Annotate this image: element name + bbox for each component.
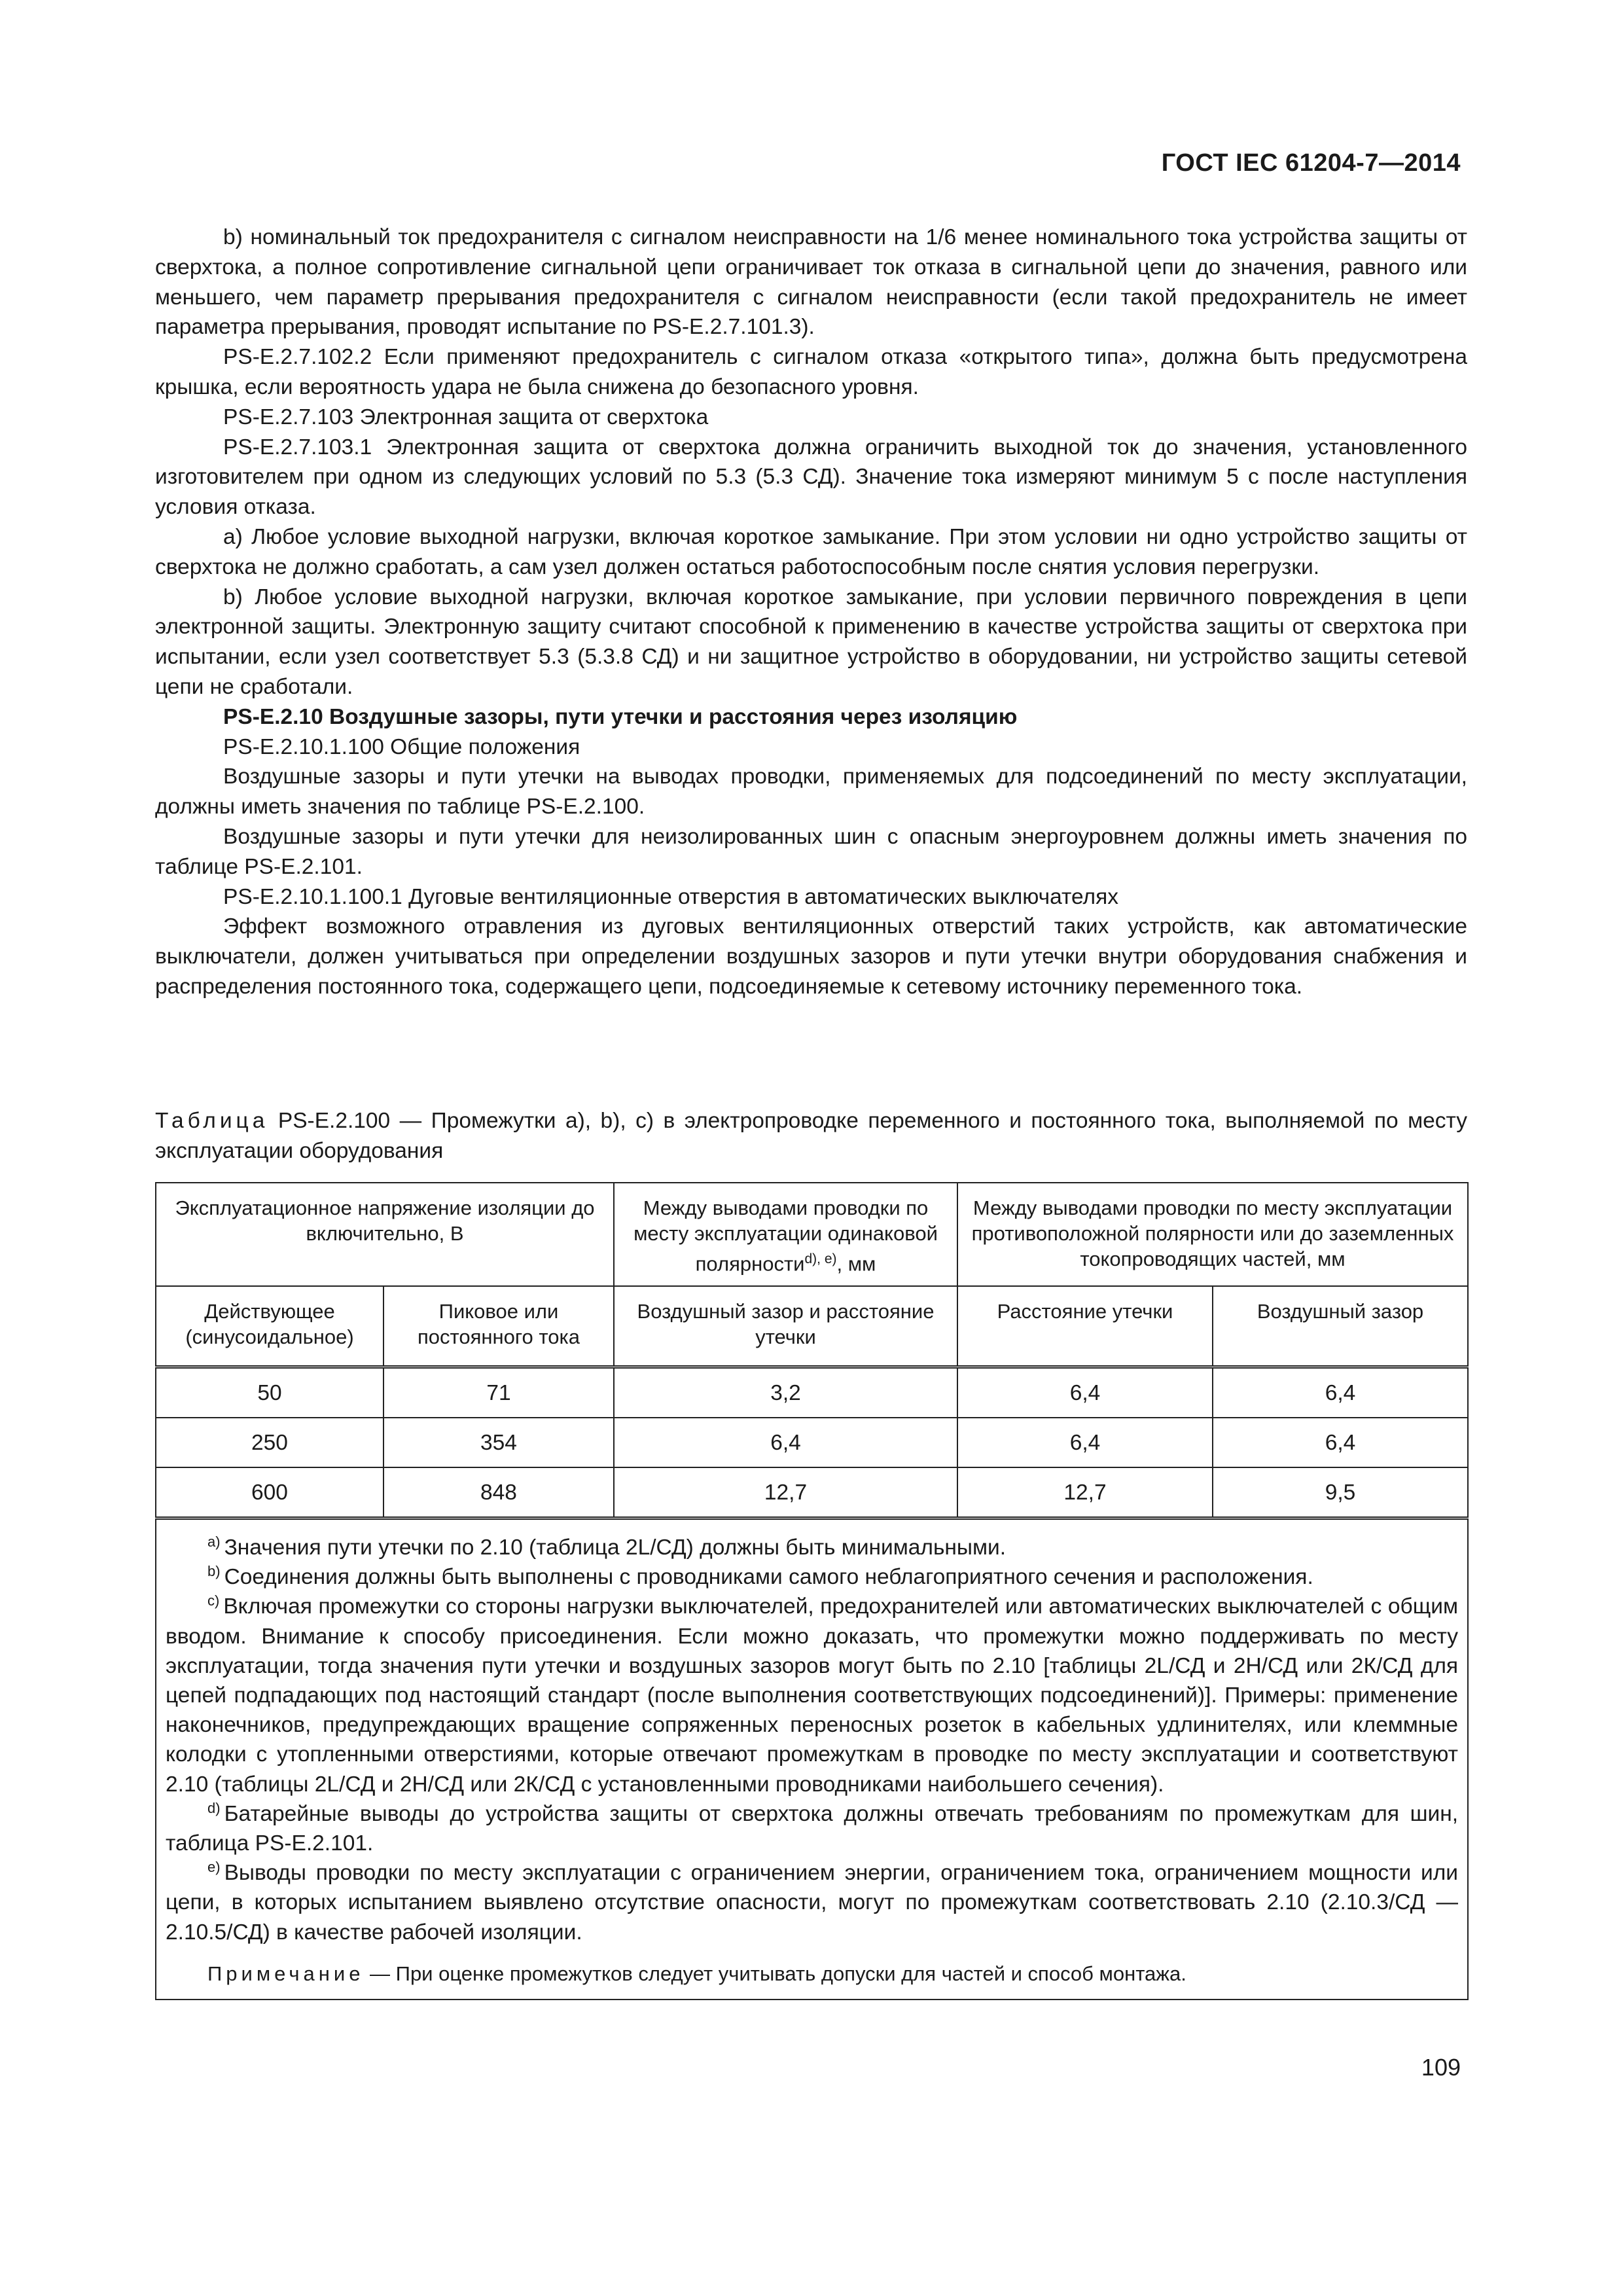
footnote-mark: d) — [207, 1799, 221, 1816]
paragraph: Эффект возможного отравления из дуговых вентиляционных отверстий таких устройств, как автоматические выключатели, должен учитываться при определении воздушных зазоров и пути утечки внутри оборудования снабжения и распределения постоянного тока, содержащего цепи, подсоединяемые к сетевому источнику переменного тока. — [155, 914, 1467, 999]
paragraph: Воздушные зазоры и пути утечки на выводах проводки, применяемых для подсоединений по месту эксплуатации, должны иметь значения по таблице PS-E.2.100. — [155, 764, 1467, 819]
header-rms: Действующее (синусоидальное) — [156, 1286, 383, 1367]
table-row — [156, 1367, 1468, 1418]
footnote-text: Батарейные выводы до устройства защиты от сверхтока должны отвечать требованиям по промежуткам для шин, таблица PS-E.2.101. — [166, 1801, 1459, 1856]
table-caption-text: PS-E.2.100 — Промежутки a), b), c) в электропроводке переменного и постоянного тока, выполняемой по месту эксплуатации оборудования — [155, 1109, 1467, 1163]
footnote — [166, 1858, 1458, 1947]
paragraph: a) Любое условие выходной нагрузки, включая короткое замыкание. При этом условии ни одно устройство защиты от сверхтока не должно сработать, а сам узел должен остаться работоспособным после снятия условия перегрузки. — [155, 524, 1467, 579]
header-same-polarity-text: Между выводами проводки по месту эксплуатации одинаковой полярности — [633, 1196, 938, 1276]
header-clearance: Воздушный зазор — [1213, 1286, 1468, 1367]
cell-rms: 50 — [156, 1367, 383, 1418]
table-notes-row — [156, 1518, 1468, 2000]
footnote-mark: b) — [207, 1563, 221, 1580]
header-same-polarity-unit: , мм — [836, 1252, 876, 1276]
cell-rms: 250 — [156, 1418, 383, 1467]
header-creepage: Расстояние утечки — [957, 1286, 1213, 1367]
footnote-mark: a) — [207, 1534, 221, 1550]
remark-label: Примечание — [207, 1962, 365, 1985]
paragraph: PS-E.2.10.1.100.1 Дуговые вентиляционные отверстия в автоматических выключателях — [223, 884, 1118, 909]
header-peak: Пиковое или постоянного тока — [383, 1286, 614, 1367]
cell-clearance: 6,4 — [1213, 1367, 1468, 1418]
paragraph: PS-E.2.7.103.1 Электронная защита от сверхтока должна ограничить выходной ток до значения, установленного изготовителем при одном из следующих условий по 5.3 (5.3 СД). Значение тока измеряют минимум 5 с после наступления условия отказа. — [155, 435, 1467, 520]
footnote-mark: c) — [207, 1592, 220, 1609]
footnote-mark: e) — [207, 1859, 221, 1876]
standard-designation: ГОСТ IEC 61204-7—2014 — [1161, 149, 1461, 177]
remark-text: — При оценке промежутков следует учитывать допуски для частей и способ монтажа. — [364, 1962, 1186, 1985]
footnote — [166, 1592, 1458, 1799]
paragraph: PS-E.2.7.103 Электронная защита от сверхтока — [223, 404, 709, 429]
cell-same: 6,4 — [614, 1418, 957, 1467]
table-row — [156, 1467, 1468, 1518]
table-remark — [166, 1959, 1458, 1988]
footnote-text: Соединения должны быть выполнены с проводниками самого неблагоприятного сечения и расположения. — [224, 1565, 1313, 1590]
footnote — [166, 1799, 1458, 1858]
header-opposite-polarity: Между выводами проводки по месту эксплуатации противоположной полярности или до заземленных токопроводящих частей, мм — [957, 1183, 1468, 1286]
footnote-text: Выводы проводки по месту эксплуатации с ограничением энергии, ограничением тока, ограничением мощности или цепи, в которых испытанием выявлено отсутствие опасности, могут по промежуткам соответствовать 2.10 (2.10.3/СД — 2.10.5/СД) в качестве рабочей изоляции. — [166, 1861, 1459, 1945]
cell-peak: 71 — [383, 1367, 614, 1418]
body-text — [155, 223, 1467, 1002]
header-same-polarity — [614, 1183, 957, 1286]
paragraph: b) номинальный ток предохранителя с сигналом неисправности на 1/6 менее номинального тока устройства защиты от сверхтока, а полное сопротивление сигнальной цепи ограничивает ток отказа в сигнальной цепи до значения, равного или меньшего, чем параметр прерывания предохранителя с сигналом неисправности (если такой предохранитель не имеет параметра прерывания, проводят испытание по PS-E.2.7.101.3). — [155, 225, 1467, 340]
cell-peak: 848 — [383, 1467, 614, 1518]
footnote-text: Включая промежутки со стороны нагрузки выключателей, предохранителей или автоматических выключателей с общим вводом. Внимание к способу присоединения. Если можно доказать, что промежутки можно поддерживать по месту эксплуатации, тогда значения пути утечки и воздушных зазоров могут быть по 2.10 [таблицы 2L/СД и 2Н/СД или 2К/СД для цепей подпадающих под настоящий стандарт (после выполнения соответствующих подсоединений)]. Примеры: применение наконечников, предупреждающих вращение сопряженных переносных розеток в кабельных удлинителях, или клеммные колодки с утопленными отверстиями, которые отвечают промежуткам в проводке по месту эксплуатации и соответствуют 2.10 (таблицы 2L/СД и 2Н/СД или 2К/СД с установленными проводниками наибольшего сечения). — [166, 1594, 1459, 1797]
paragraph: b) Любое условие выходной нагрузки, включая короткое замыкание, при условии первичного повреждения в цепи электронной защиты. Электронную защиту считают способной к применению в качестве устройства защиты от сверхтока при испытании, если узел соответствует 5.3 (5.3.8 СД) и ни защитное устройство в оборудовании, ни устройство защиты сетевой цепи не сработали. — [155, 584, 1467, 699]
table-caption-label: Таблица — [155, 1109, 269, 1133]
cell-same: 12,7 — [614, 1467, 957, 1518]
cell-same: 3,2 — [614, 1367, 957, 1418]
footnote — [166, 1562, 1458, 1592]
clearance-table — [155, 1182, 1469, 2000]
cell-peak: 354 — [383, 1418, 614, 1467]
footnote-text: Значения пути утечки по 2.10 (таблица 2L/СД) должны быть минимальными. — [224, 1535, 1007, 1560]
paragraph: PS-E.2.10.1.100 Общие положения — [223, 734, 580, 759]
page-number: 109 — [1421, 2054, 1461, 2081]
section-heading: PS-E.2.10 Воздушные зазоры, пути утечки и расстояния через изоляцию — [223, 704, 1018, 729]
cell-rms: 600 — [156, 1467, 383, 1518]
header-same-polarity-sup: d), e) — [804, 1251, 837, 1266]
paragraph: Воздушные зазоры и пути утечки для неизолированных шин с опасным энергоуровнем должны иметь значения по таблице PS-E.2.101. — [155, 824, 1467, 879]
table-subheader-row — [156, 1286, 1468, 1367]
cell-creepage: 6,4 — [957, 1367, 1213, 1418]
footnote — [166, 1533, 1458, 1562]
paragraph: PS-E.2.7.102.2 Если применяют предохранитель с сигналом отказа «открытого типа», должна быть предусмотрена крышка, если вероятность удара не была снижена до безопасного уровня. — [155, 345, 1467, 399]
cell-creepage: 6,4 — [957, 1418, 1213, 1467]
table-header-row — [156, 1183, 1468, 1286]
table-caption — [155, 1106, 1467, 1166]
cell-clearance: 6,4 — [1213, 1418, 1468, 1467]
table-notes — [156, 1518, 1468, 2000]
header-clearance-creepage: Воздушный зазор и расстояние утечки — [614, 1286, 957, 1367]
header-voltage: Эксплуатационное напряжение изоляции до включительно, В — [156, 1183, 614, 1286]
table-row — [156, 1418, 1468, 1467]
cell-creepage: 12,7 — [957, 1467, 1213, 1518]
cell-clearance: 9,5 — [1213, 1467, 1468, 1518]
